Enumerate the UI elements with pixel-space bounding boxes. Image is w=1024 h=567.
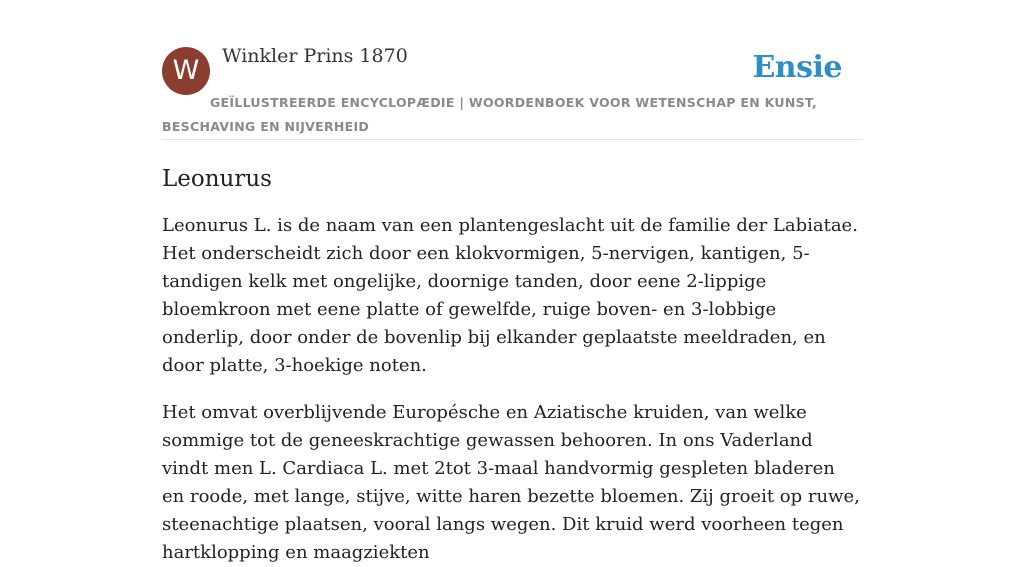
- site-header: [162, 0, 862, 140]
- entry-article: [162, 164, 862, 567]
- entry-body: [162, 212, 862, 567]
- page: [162, 0, 862, 567]
- source-title[interactable]: Winkler Prins 1870: [222, 45, 408, 67]
- source-avatar[interactable]: W: [162, 47, 210, 95]
- entry-paragraph: Het omvat overblijvende Europésche en Aziatische kruiden, van welke sommige tot de geneeskrachtige gewassen behooren. In ons Vaderland vindt men L. Cardiaca L. met 2tot 3-maal handvormig gespleten bladeren en roode, met lange, stijve, witte haren bezette bloemen. Zij groeit op ruwe, steenachtige plaatsen, vooral langs wegen. Dit kruid werd voorheen tegen hartklopping en maagziekten: [162, 402, 860, 563]
- entry-paragraph: Leonurus L. is de naam van een plantengeslacht uit de familie der Labiatae. Het onderscheidt zich door een klokvormigen, 5-nervigen, kantigen, 5-tandigen kelk met ongelijke, doornige tanden, door eene 2-lippige bloemkroon met eene platte of gewelfde, ruige boven- en 3-lobbige onderlip, door onder de bovenlip bij elkander geplaatste meeldraden, en door platte, 3-hoekige noten.: [162, 215, 858, 376]
- entry-title: Leonurus: [162, 166, 272, 192]
- source-subtitle: GEÏLLUSTREERDE ENCYCLOPÆDIE | WOORDENBOEK VOOR WETENSCHAP EN KUNST, BESCHAVING EN NIJVERHEID: [162, 95, 818, 134]
- ensie-logo-link[interactable]: Ensie: [752, 50, 842, 85]
